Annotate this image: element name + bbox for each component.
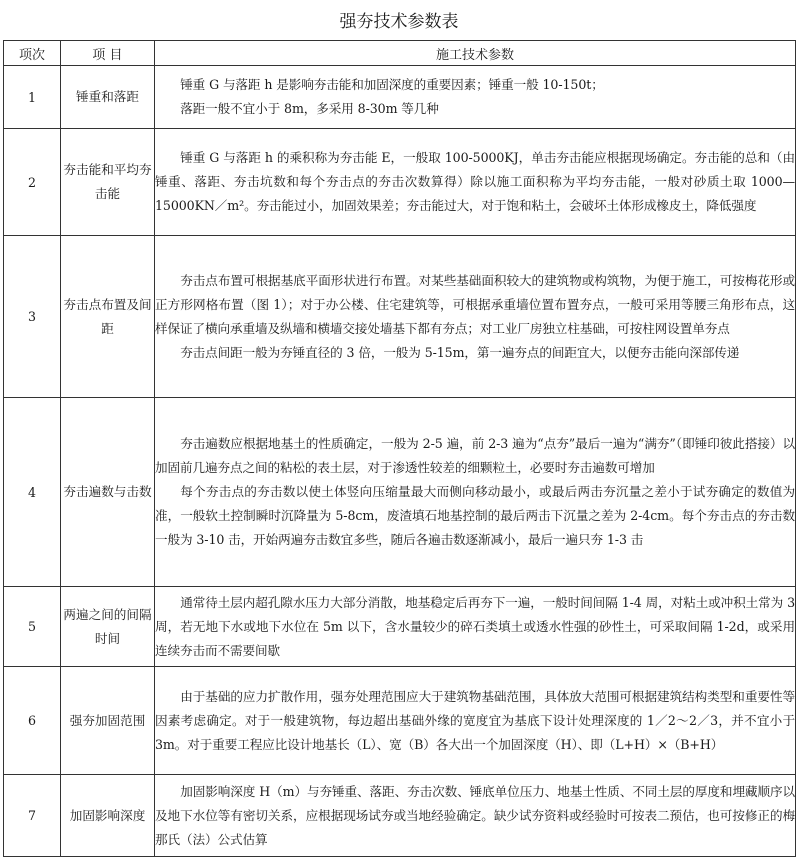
table-header-row	[4, 41, 796, 66]
table-title: 强夯技术参数表	[339, 12, 459, 32]
table-row	[4, 129, 796, 236]
row-num: 7	[4, 775, 61, 857]
row-num: 2	[4, 129, 61, 236]
desc-paragraph: 夯击点布置可根据基底平面形状进行布置。对某些基础面积较大的建筑物或构筑物，为便于施工，可按梅花形或正方形网格布置（图 1）；对于办公楼、住宅建筑等，可根据承重墙位置布置夯点，一般可采用等腰三角形布点，这样保证了横向承重墙及纵墙和横墙交接处墙基下都有夯点；对工业厂房独立柱基础，可按柱网设置单夯点	[155, 272, 795, 336]
table-row	[4, 398, 796, 587]
row-desc	[155, 775, 796, 857]
table-row	[4, 587, 796, 667]
row-num: 4	[4, 398, 61, 587]
row-desc	[155, 398, 796, 587]
row-desc	[155, 66, 796, 129]
desc-paragraph: 落距一般不宜小于 8m，多采用 8-30m 等几种	[180, 101, 439, 116]
row-item: 夯击点布置及间距	[61, 236, 155, 398]
desc-paragraph: 锤重 G 与落距 h 的乘积称为夯击能 E，一般取 100-5000KJ，单击夯击能应根据现场确定。夯击能的总和（由锤重、落距、夯击坑数和每个夯击点的夯击次数算得）除以施工面积称为平均夯击能，一般对砂质土取 1000—15000KN／m²。夯击能过小，加固效果差；夯击能过大，对于饱和粘土，会破坏土体形成橡皮土，降低强度	[155, 150, 795, 213]
row-item: 两遍之间的间隔时间	[61, 587, 155, 667]
table-row	[4, 66, 796, 129]
row-desc	[155, 587, 796, 667]
header-item: 项 目	[61, 41, 155, 66]
row-num: 1	[4, 66, 61, 129]
desc-paragraph: 每个夯击点的夯击数以使土体竖向压缩量最大而侧向移动最小，或最后两击夯沉量之差小于试夯确定的数值为准，一般软土控制瞬时沉降量为 5-8cm，废渣填石地基控制的最后两击下沉量之差为 2-4cm。每个夯击点的夯击数一般为 3-10 击，开始两遍夯击数宜多些，随后各遍击数逐渐减小，最后一遍只夯 1-3 击	[155, 484, 795, 547]
row-item: 加固影响深度	[61, 775, 155, 857]
row-num: 6	[4, 667, 61, 775]
row-num: 3	[4, 236, 61, 398]
row-item: 强夯加固范围	[61, 667, 155, 775]
row-item: 夯击遍数与击数	[61, 398, 155, 587]
table-row	[4, 775, 796, 857]
parameter-table	[3, 40, 796, 857]
row-desc	[155, 236, 796, 398]
table-row	[4, 236, 796, 398]
row-item: 锤重和落距	[61, 66, 155, 129]
desc-paragraph: 由于基础的应力扩散作用，强夯处理范围应大于建筑物基础范围，具体放大范围可根据建筑结构类型和重要性等因素考虑确定。对于一般建筑物，每边超出基础外缘的宽度宜为基底下设计处理深度的 1／2～2／3，并不宜小于 3m。对于重要工程应比设计地基长（L）、宽（B）各大出一个加固深度（H）、即（L+H）×（B+H）	[155, 688, 795, 752]
desc-paragraph: 夯击遍数应根据地基土的性质确定，一般为 2-5 遍，前 2-3 遍为“点夯”最后一遍为“满夯”（即锤印彼此搭接）以加固前几遍夯点之间的粘松的表土层，对于渗透性较差的细颗粒土，必要时夯击遍数可增加	[155, 436, 795, 475]
row-item: 夯击能和平均夯击能	[61, 129, 155, 236]
table-row	[4, 667, 796, 775]
row-desc	[155, 129, 796, 236]
header-desc: 施工技术参数	[155, 41, 796, 66]
row-desc	[155, 667, 796, 775]
desc-paragraph: 夯击点间距一般为夯锤直径的 3 倍，一般为 5-15m，第一遍夯点的间距宜大，以便夯击能向深部传递	[180, 344, 740, 360]
row-num: 5	[4, 587, 61, 667]
desc-paragraph: 加固影响深度 H（m）与夯锤重、落距、夯击次数、锤底单位压力、地基土性质、不同土层的厚度和埋藏顺序以及地下水位等有密切关系，应根据现场试夯或当地经验确定。缺少试夯资料或经验时可按表二预估，也可按修正的梅那氏（法）公式估算	[155, 783, 795, 847]
header-num: 项次	[4, 41, 61, 66]
desc-paragraph: 通常待土层内超孔隙水压力大部分消散，地基稳定后再夯下一遍，一般时间间隔 1-4 周，对粘土或冲积土常为 3 周，若无地下水或地下水位在 5m 以下，含水量较少的碎石类填土或透水性强的砂性土，可采取间隔 1-2d，或采用连续夯击而不需要间歇	[155, 594, 795, 658]
desc-paragraph: 锤重 G 与落距 h 是影响夯击能和加固深度的重要因素；锤重一般 10-150t；	[180, 77, 604, 92]
